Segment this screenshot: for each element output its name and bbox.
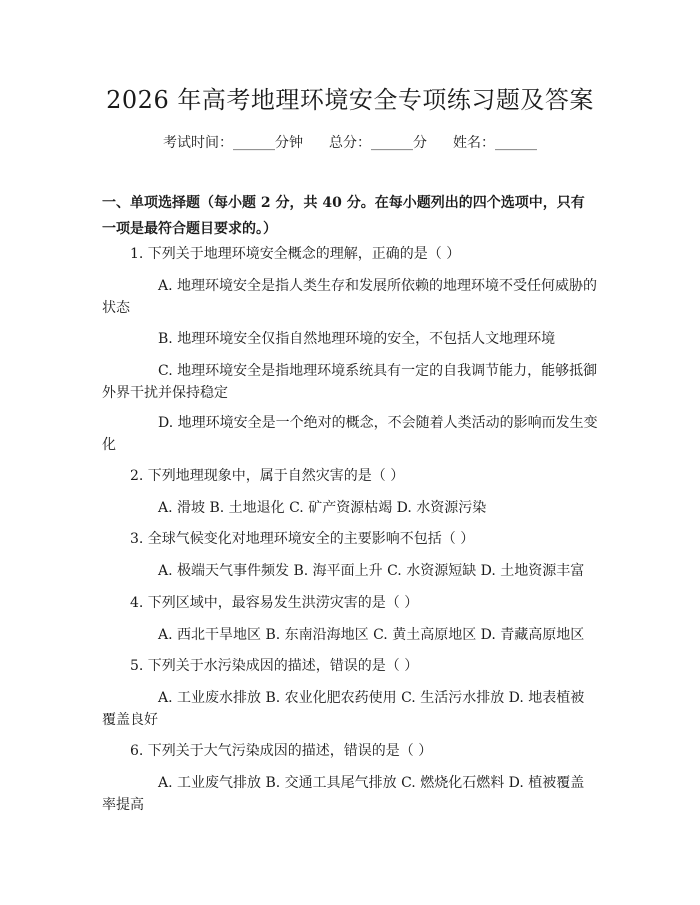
- option-line: C. 地理环境安全是指地理环境系统具有一定的自我调节能力，能够抵御: [158, 363, 598, 379]
- option-line: A. 西北干旱地区 B. 东南沿海地区 C. 黄土高原地区 D. 青藏高原地区: [158, 627, 585, 643]
- option-line: A. 极端天气事件频发 B. 海平面上升 C. 水资源短缺 D. 土地资源丰富: [158, 563, 585, 579]
- question-stem: 6. 下列关于大气污染成因的描述，错误的是（ ）: [130, 743, 433, 759]
- name-field: 姓名：______: [453, 135, 537, 151]
- question-stem: 5. 下列关于水污染成因的描述，错误的是（ ）: [130, 658, 419, 674]
- option-continuation: 化: [102, 437, 116, 453]
- option-line: A. 地理环境安全是指人类生存和发展所依赖的地理环境不受任何威胁的: [158, 278, 598, 294]
- option-continuation: 外界干扰并保持稳定: [102, 385, 228, 401]
- exam-time-field: 考试时间：______分钟: [163, 135, 303, 151]
- option-line: B. 地理环境安全仅指自然地理环境的安全，不包括人文地理环境: [158, 331, 556, 347]
- question-stem: 1. 下列关于地理环境安全概念的理解，正确的是（ ）: [130, 246, 461, 262]
- section-heading: 一、单项选择题（每小题 2 分，共 40 分。在每小题列出的四个选项中，只有一项是最符合题目要求的。）: [102, 195, 585, 237]
- question-stem: 4. 下列区域中，最容易发生洪涝灾害的是（ ）: [130, 595, 419, 611]
- option-line: A. 工业废气排放 B. 交通工具尾气排放 C. 燃烧化石燃料 D. 植被覆盖: [158, 775, 585, 791]
- question-stem: 3. 全球气候变化对地理环境安全的主要影响不包括（ ）: [130, 531, 475, 547]
- option-line: D. 地理环境安全是一个绝对的概念，不会随着人类活动的影响而发生变: [158, 415, 598, 431]
- option-continuation: 状态: [102, 300, 130, 316]
- exam-meta: [0, 132, 700, 152]
- option-continuation: 覆盖良好: [102, 712, 158, 728]
- option-line: A. 滑坡 B. 土地退化 C. 矿产资源枯竭 D. 水资源污染: [158, 500, 487, 516]
- page-title: 2026 年高考地理环境安全专项练习题及答案: [106, 86, 594, 114]
- option-continuation: 率提高: [102, 797, 144, 813]
- total-score-field: 总分：______分: [329, 135, 427, 151]
- option-line: A. 工业废水排放 B. 农业化肥农药使用 C. 生活污水排放 D. 地表植被: [158, 690, 585, 706]
- question-stem: 2. 下列地理现象中，属于自然灾害的是（ ）: [130, 468, 405, 484]
